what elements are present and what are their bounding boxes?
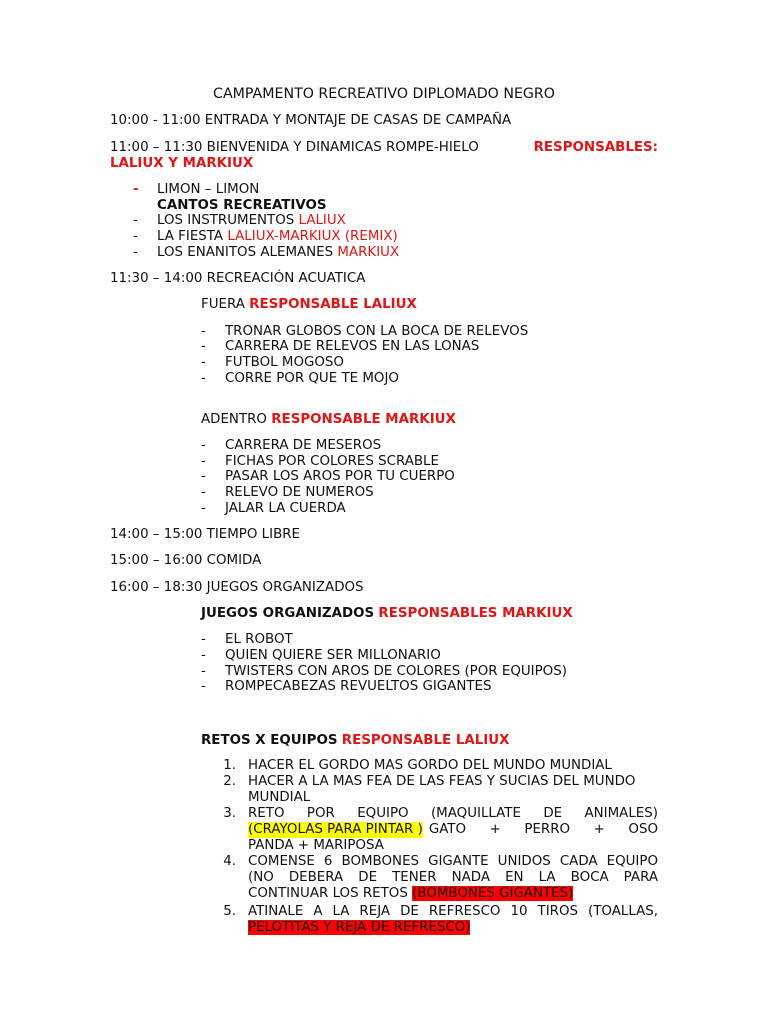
- fuera-item: [201, 355, 344, 371]
- adentro-label: ADENTRO: [201, 412, 267, 427]
- song-item-first: [133, 182, 259, 198]
- retos-label: RETOS X EQUIPOS: [201, 733, 338, 748]
- schedule-entry-4: 14:00 – 15:00 TIEMPO LIBRE: [110, 527, 301, 542]
- song-item-responsible: LALIUX: [298, 213, 346, 228]
- fuera-item-label: CORRE POR QUE TE MOJO: [225, 371, 399, 386]
- song-item-label: LA FIESTA: [157, 229, 224, 244]
- reto-number: 1.: [223, 758, 236, 773]
- fuera-item: [201, 371, 399, 387]
- dash-bullet: -: [133, 245, 138, 260]
- dash-bullet: -: [201, 371, 206, 386]
- crayolas-highlight: (CRAYOLAS PARA PINTAR ): [248, 822, 423, 837]
- adentro-item-label: FICHAS POR COLORES SCRABLE: [225, 454, 439, 469]
- fuera-heading: [201, 297, 417, 313]
- reto-item-2-line-2: MUNDIAL: [248, 790, 311, 805]
- adentro-item: [201, 454, 439, 470]
- song-item-responsible: LALIUX-MARKIUX (REMIX): [227, 229, 398, 244]
- adentro-item: [201, 501, 346, 517]
- song-item-responsible: MARKIUX: [337, 245, 400, 260]
- juegos-item: [201, 648, 441, 664]
- adentro-item: [201, 485, 374, 501]
- fuera-responsible: RESPONSABLE LALIUX: [249, 297, 417, 312]
- schedule-entry-2: [110, 140, 658, 156]
- dash-bullet: -: [201, 501, 206, 516]
- dash-bullet: -: [201, 355, 206, 370]
- schedule-entry-2-text: 11:00 – 11:30 BIENVENIDA Y DINAMICAS ROMPE-HIELO: [110, 140, 479, 155]
- dash-bullet: -: [201, 454, 206, 469]
- juegos-item: [201, 679, 491, 695]
- adentro-item-label: RELEVO DE NUMEROS: [225, 485, 374, 500]
- schedule-entry-2-responsible-names: LALIUX Y MARKIUX: [110, 156, 254, 171]
- red-dash-bullet: -: [133, 182, 139, 197]
- dash-bullet: -: [201, 679, 206, 694]
- dash-bullet: -: [201, 438, 206, 453]
- juegos-heading: [201, 606, 573, 622]
- dash-bullet: -: [133, 213, 138, 228]
- dash-bullet: -: [201, 485, 206, 500]
- pelotitas-highlight: PELOTITAS Y REJA DE REFRESCO): [248, 920, 471, 935]
- song-item-label: LOS INSTRUMENTOS: [157, 213, 295, 228]
- song-item: [133, 245, 399, 261]
- retos-responsible: RESPONSABLE LALIUX: [341, 733, 510, 748]
- reto-item-3-line-1: RETO POR EQUIPO (MAQUILLATE DE ANIMALES): [248, 806, 658, 821]
- schedule-entry-1: 10:00 - 11:00 ENTRADA Y MONTAJE DE CASAS DE CAMPAÑA: [110, 113, 512, 128]
- document-title: CAMPAMENTO RECREATIVO DIPLOMADO NEGRO: [213, 86, 555, 102]
- fuera-label: FUERA: [201, 297, 245, 312]
- reto-number: 4.: [223, 854, 236, 869]
- dash-bullet: -: [133, 229, 138, 244]
- songs-heading: CANTOS RECREATIVOS: [157, 198, 327, 213]
- dash-bullet: -: [201, 469, 206, 484]
- reto-item-3-line-3: PANDA + MARIPOSA: [248, 838, 384, 853]
- juegos-item-label: ROMPECABEZAS REVUELTOS GIGANTES: [225, 679, 492, 694]
- reto-item-1: HACER EL GORDO MAS GORDO DEL MUNDO MUNDIAL: [248, 758, 612, 773]
- fuera-item: [201, 339, 479, 355]
- adentro-item-label: PASAR LOS AROS POR TU CUERPO: [225, 469, 455, 484]
- reto-item-5-line-2: [248, 920, 470, 936]
- song-item: [133, 213, 346, 229]
- adentro-item: [201, 469, 455, 485]
- reto-number: 2.: [223, 774, 236, 789]
- juegos-item: [201, 632, 293, 648]
- schedule-entry-6: 16:00 – 18:30 JUEGOS ORGANIZADOS: [110, 580, 364, 595]
- reto-item-4-line-2: (NO DEBERA DE TENER NADA EN LA BOCA PARA: [248, 870, 658, 885]
- reto-item-4-line-3: [248, 886, 573, 902]
- reto-number: 5.: [223, 904, 236, 919]
- adentro-responsible: RESPONSABLE MARKIUX: [271, 412, 456, 427]
- juegos-label: JUEGOS ORGANIZADOS: [201, 606, 375, 621]
- juegos-item-label: TWISTERS CON AROS DE COLORES (POR EQUIPOS): [225, 664, 567, 679]
- juegos-item-label: EL ROBOT: [225, 632, 293, 647]
- adentro-item-label: JALAR LA CUERDA: [225, 501, 346, 516]
- dash-bullet: -: [201, 339, 206, 354]
- juegos-responsible: RESPONSABLES MARKIUX: [378, 606, 573, 621]
- reto-item-4-text: CONTINUAR LOS RETOS: [248, 886, 408, 901]
- juegos-item: [201, 664, 567, 680]
- reto-item-3-animals: GATO + PERRO + OSO: [428, 822, 658, 837]
- dash-bullet: -: [201, 648, 206, 663]
- dash-bullet: -: [201, 324, 206, 339]
- song-item-label: LIMON – LIMON: [157, 182, 260, 197]
- reto-item-3-line-2: [248, 822, 658, 838]
- fuera-item-label: TRONAR GLOBOS CON LA BOCA DE RELEVOS: [225, 324, 529, 339]
- reto-item-5-line-1: ATINALE A LA REJA DE REFRESCO 10 TIROS (TOALLAS,: [248, 904, 658, 919]
- fuera-item-label: CARRERA DE RELEVOS EN LAS LONAS: [225, 339, 480, 354]
- fuera-item: [201, 324, 528, 340]
- juegos-item-label: QUIEN QUIERE SER MILLONARIO: [225, 648, 441, 663]
- fuera-item-label: FUTBOL MOGOSO: [225, 355, 344, 370]
- reto-number: 3.: [223, 806, 236, 821]
- adentro-heading: [201, 412, 456, 428]
- song-item: [133, 229, 398, 245]
- schedule-entry-5: 15:00 – 16:00 COMIDA: [110, 553, 262, 568]
- reto-item-4-line-1: COMENSE 6 BOMBONES GIGANTE UNIDOS CADA EQUIPO: [248, 854, 658, 869]
- retos-heading: [201, 733, 509, 749]
- adentro-item-label: CARRERA DE MESEROS: [225, 438, 382, 453]
- bombones-highlight: (BOMBONES GIGANTES): [412, 886, 574, 901]
- schedule-entry-2-responsible: RESPONSABLES:: [533, 140, 658, 155]
- schedule-entry-3: 11:30 – 14:00 RECREACIÓN ACUATICA: [110, 271, 366, 286]
- dash-bullet: -: [201, 664, 206, 679]
- dash-bullet: -: [201, 632, 206, 647]
- adentro-item: [201, 438, 381, 454]
- reto-item-2-line-1: HACER A LA MAS FEA DE LAS FEAS Y SUCIAS DEL MUNDO: [248, 774, 636, 789]
- song-item-label: LOS ENANITOS ALEMANES: [157, 245, 334, 260]
